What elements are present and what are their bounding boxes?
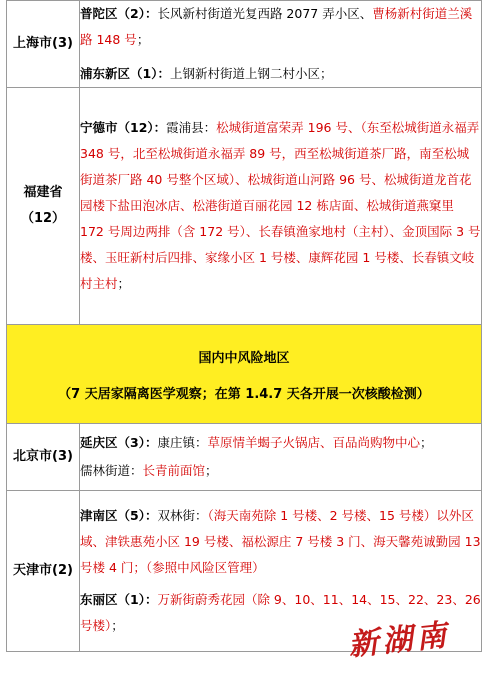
medium-risk-header-row [7, 325, 482, 424]
entry-tail: ； [136, 32, 150, 47]
region-name: 上海市(3) [7, 1, 80, 88]
entry-text: 上钢新村街道上钢二村小区 [169, 66, 320, 81]
entry-risk-text: 松城街道富荣弄 196 号、（东至松城街道永福弄 348 号，北至松城街道永福弄 89 号，西至松城街道茶厂路，南至松城街道茶厂路 40 号整个区域）、松城街道山河路 96 号、松城街道龙首花园楼下盐田泡冰店、松港街道百丽花园 12 栋店面、松城街道燕窠里 172 号周边两排（含 172 号）、长春镇渔家地村（主村）、金顶国际 3 号楼、玉旺新村后四排、家缘小区 1 号楼、康辉花园 1 号楼、长春镇文岐村主村 [80, 120, 481, 291]
region-content [80, 88, 482, 325]
region-name: 天津市(2) [7, 491, 80, 652]
district-name: 东丽区（1）： [80, 592, 158, 607]
region-content [80, 424, 482, 491]
region-name: 福建省（12） [7, 88, 80, 325]
entry-risk-text: 曹杨新村街道兰溪路 148 号 [80, 6, 473, 47]
district-name: 浦东新区（1）： [80, 66, 170, 81]
entry-text: 双林街： [157, 508, 208, 523]
entry-text: 儒林街道： [80, 463, 143, 478]
medium-risk-header [7, 325, 482, 424]
district-entry [80, 503, 481, 581]
entry-risk-text: 万新街蔚秀花园（除 9、10、11、14、15、22、23、26 号楼） [80, 592, 481, 633]
region-row-fujian [7, 88, 482, 325]
district-entry [80, 458, 481, 484]
district-name: 津南区（5）： [80, 508, 158, 523]
entry-tail: ； [319, 66, 333, 81]
region-row-beijing [7, 424, 482, 491]
district-entry [80, 115, 481, 297]
entry-tail: ； [117, 276, 131, 291]
watermark-logo: 新湖南 [346, 617, 452, 664]
header-subtitle: （7 天居家隔离医学观察；在第 1.4.7 天各开展一次核酸检测） [58, 387, 430, 402]
district-name: 普陀区（2）： [80, 6, 158, 21]
region-content [80, 1, 482, 88]
district-name: 宁德市（12）： [80, 120, 167, 135]
entry-risk-text: （海天南苑除 1 号楼、2 号楼、15 号楼）以外区域、津铁惠苑小区 19 号楼、福松源庄 7 号楼 3 门、海天馨苑诚勤园 13 号楼 4 门；（参照中风险区管理） [80, 508, 481, 575]
district-entry [80, 430, 481, 456]
entry-text: 康庄镇： [157, 435, 208, 450]
entry-tail: ； [205, 463, 218, 478]
region-name: 北京市(3) [7, 424, 80, 491]
entry-risk-text: 草原情羊蝎子火锅店、百品尚购物中心 [207, 435, 420, 450]
entry-tail: ； [419, 435, 433, 450]
entry-text: 长风新村街道光复西路 2077 弄小区、 [157, 6, 373, 21]
district-entry [80, 1, 481, 53]
entry-risk-text: 长青前面馆 [142, 463, 206, 478]
region-row-shanghai [7, 1, 482, 88]
district-name: 延庆区（3）： [80, 435, 158, 450]
risk-area-table [6, 0, 482, 652]
entry-text: 霞浦县： [166, 120, 217, 135]
district-entry [80, 61, 481, 87]
header-title: 国内中风险地区 [198, 351, 290, 366]
entry-tail: ； [111, 618, 124, 633]
